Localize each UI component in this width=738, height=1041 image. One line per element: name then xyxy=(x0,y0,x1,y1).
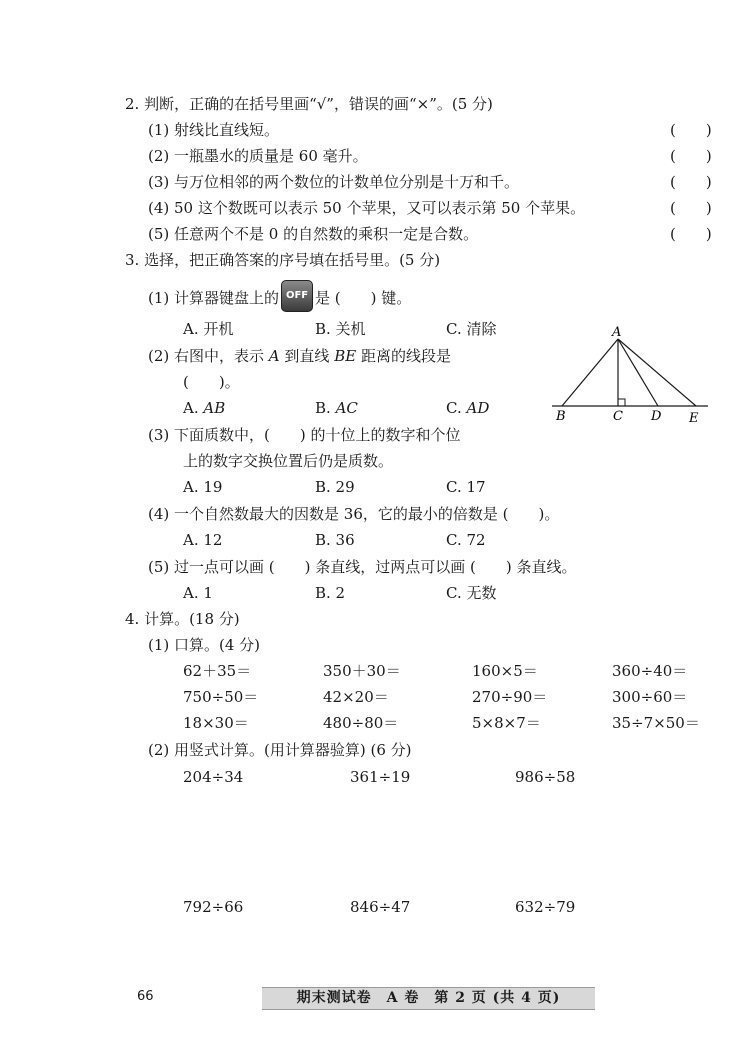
oral-expr-1-4: 360÷40＝ xyxy=(612,662,688,680)
q3-s4-option-b[interactable]: B. 36 xyxy=(315,531,355,549)
oral-expr-1-3: 160×5＝ xyxy=(472,662,538,680)
vertical-expr-3: 986÷58 xyxy=(515,768,576,786)
q3-s4-line1: (4) 一个自然数最大的因数是 36，它的最小的倍数是 ( )。 xyxy=(148,505,560,523)
label-e: E xyxy=(689,411,699,426)
q4-heading: 4. 计算。(18 分) xyxy=(125,610,240,628)
q3-s2-line2: ( )。 xyxy=(183,373,240,391)
q2-answer-2[interactable]: ( ) xyxy=(670,147,712,165)
q2-answer-3[interactable]: ( ) xyxy=(670,173,712,191)
q3-s1-option-a[interactable]: A. 开机 xyxy=(183,320,234,338)
label-b: B xyxy=(556,409,566,424)
vertical-expr-5: 846÷47 xyxy=(350,898,411,916)
oral-expr-1-1: 62＋35＝ xyxy=(183,662,252,680)
q3-s2-option-c-value: AD xyxy=(466,399,490,417)
q2-answer-5[interactable]: ( ) xyxy=(670,225,712,243)
footer-label: 期末测试卷 A 卷 第 2 页 (共 4 页) xyxy=(262,987,595,1010)
q3-s1-stem xyxy=(148,283,411,315)
oral-expr-3-1: 18×30＝ xyxy=(183,714,249,732)
q2-heading: 2. 判断，正确的在括号里画“√”，错误的画“×”。(5 分) xyxy=(125,95,493,113)
segment-ab xyxy=(562,339,618,406)
q3-s2-option-b-value: AC xyxy=(335,399,358,417)
q3-s5-option-b[interactable]: B. 2 xyxy=(315,584,346,602)
vertical-expr-2: 361÷19 xyxy=(350,768,411,786)
q3-s2-option-a[interactable] xyxy=(183,398,225,418)
oral-expr-3-2: 480÷80＝ xyxy=(323,714,399,732)
q3-s3-option-c[interactable]: C. 17 xyxy=(446,478,486,496)
q3-s2-text-c: 距离的线段是 xyxy=(356,347,451,365)
segment-ad xyxy=(618,339,658,406)
q3-s5-option-c[interactable]: C. 无数 xyxy=(446,584,497,602)
q2-answer-4[interactable]: ( ) xyxy=(670,199,712,217)
q3-s3-option-a[interactable]: A. 19 xyxy=(183,478,223,496)
q3-s5-option-a[interactable]: A. 1 xyxy=(183,584,213,602)
q2-item-1: (1) 射线比直线短。 xyxy=(148,121,280,139)
q3-s2-text-b: 到直线 xyxy=(279,347,335,365)
geometry-figure xyxy=(550,322,710,432)
vertical-expr-1: 204÷34 xyxy=(183,768,244,786)
oral-expr-1-2: 350＋30＝ xyxy=(323,662,401,680)
q3-s2-option-b[interactable] xyxy=(315,398,358,418)
oral-expr-2-4: 300÷60＝ xyxy=(612,688,688,706)
q4-vertical-title: (2) 用竖式计算。(用计算器验算) (6 分) xyxy=(148,741,412,759)
q3-s2-point-a: A xyxy=(268,347,280,365)
off-key-icon: OFF xyxy=(281,280,313,312)
q2-item-4: (4) 50 这个数既可以表示 50 个苹果，又可以表示第 50 个苹果。 xyxy=(148,199,586,217)
oral-expr-3-3: 5×8×7＝ xyxy=(472,714,541,732)
oral-expr-2-2: 42×20＝ xyxy=(323,688,389,706)
q3-s3-line2: 上的数字交换位置后仍是质数。 xyxy=(183,452,394,470)
q3-s1-before: (1) 计算器键盘上的 xyxy=(148,289,280,307)
q3-s2-text-a: (2) 右图中，表示 xyxy=(148,347,269,365)
q4-oral-title: (1) 口算。(4 分) xyxy=(148,636,261,654)
q3-heading: 3. 选择，把正确答案的序号填在括号里。(5 分) xyxy=(125,251,441,269)
label-c: C xyxy=(613,409,623,424)
q3-s3-option-b[interactable]: B. 29 xyxy=(315,478,355,496)
q3-s2-option-a-value: AB xyxy=(203,399,226,417)
page-number: 66 xyxy=(137,989,154,1004)
q2-item-5: (5) 任意两个不是 0 的自然数的乘积一定是合数。 xyxy=(148,225,479,243)
q3-s5-line1: (5) 过一点可以画 ( ) 条直线，过两点可以画 ( ) 条直线。 xyxy=(148,558,577,576)
label-d: D xyxy=(651,409,662,424)
vertical-expr-6: 632÷79 xyxy=(515,898,576,916)
q2-item-2: (2) 一瓶墨水的质量是 60 毫升。 xyxy=(148,147,368,165)
q3-s4-option-c[interactable]: C. 72 xyxy=(446,531,486,549)
q3-s3-line1: (3) 下面质数中，( ) 的十位上的数字和个位 xyxy=(148,426,461,444)
q3-s2-option-a-prefix: A. xyxy=(183,399,204,417)
q3-s1-option-b[interactable]: B. 关机 xyxy=(315,320,366,338)
q3-s2-option-b-prefix: B. xyxy=(315,399,336,417)
label-a: A xyxy=(612,325,622,340)
oral-expr-2-3: 270÷90＝ xyxy=(472,688,548,706)
q3-s1-option-c[interactable]: C. 清除 xyxy=(446,320,497,338)
right-angle-mark xyxy=(618,399,625,406)
q2-item-3: (3) 与万位相邻的两个数位的计数单位分别是十万和千。 xyxy=(148,173,520,191)
oral-expr-3-4: 35÷7×50＝ xyxy=(612,714,700,732)
q3-s2-option-c-prefix: C. xyxy=(446,399,467,417)
q2-answer-1[interactable]: ( ) xyxy=(670,121,712,139)
q3-s1-after: 是 ( ) 键。 xyxy=(315,289,412,307)
segment-ae xyxy=(618,339,696,406)
oral-expr-2-1: 750÷50＝ xyxy=(183,688,259,706)
q3-s2-line-be: BE xyxy=(334,347,357,365)
q3-s2-line1 xyxy=(148,346,451,366)
vertical-expr-4: 792÷66 xyxy=(183,898,244,916)
q3-s4-option-a[interactable]: A. 12 xyxy=(183,531,223,549)
q3-s2-option-c[interactable] xyxy=(446,398,489,418)
